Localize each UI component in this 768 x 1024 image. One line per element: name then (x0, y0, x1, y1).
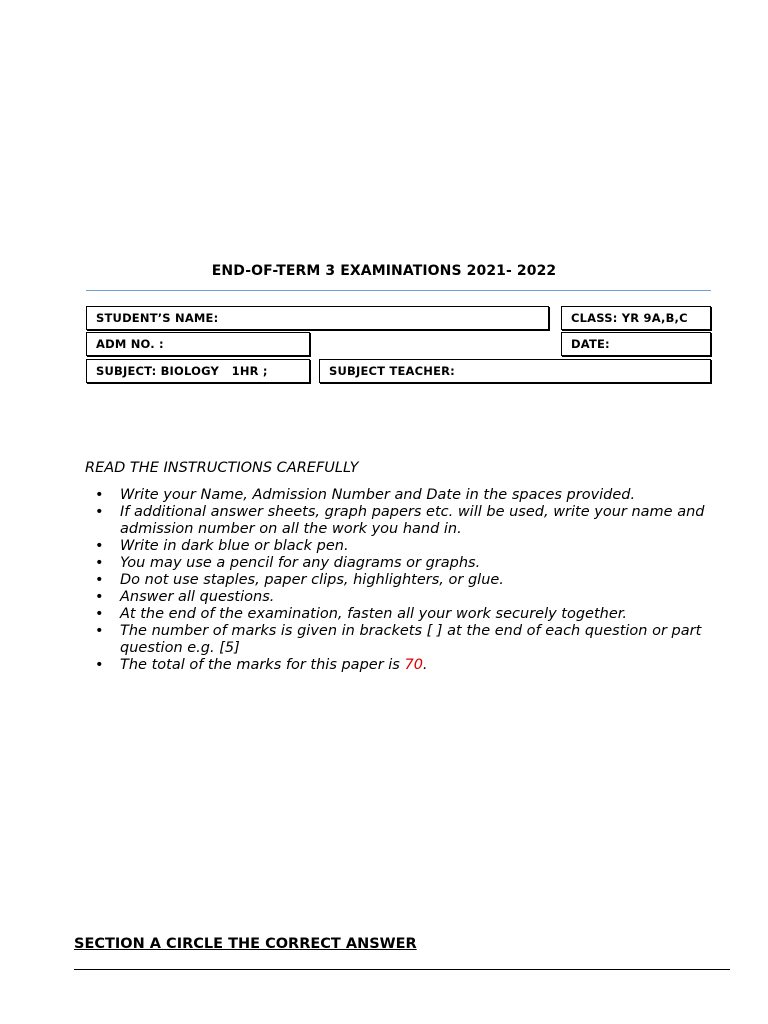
list-item: • Write in dark blue or black pen. (95, 538, 349, 554)
bullet-icon: • (95, 538, 104, 554)
instructions-heading: READ THE INSTRUCTIONS CAREFULLY (85, 460, 359, 476)
bullet-icon: • (95, 606, 104, 622)
subject-field[interactable]: SUBJECT: BIOLOGY 1HR ; (86, 359, 310, 383)
exam-title: END-OF-TERM 3 EXAMINATIONS 2021- 2022 (211, 263, 557, 279)
student-name-field[interactable]: STUDENT’S NAME: (86, 306, 549, 330)
bullet-icon: • (95, 555, 104, 571)
list-item: • The number of marks is given in brackets [ ] at the end of each question or part question e.g. [5] (95, 623, 702, 656)
section-divider (74, 969, 730, 970)
bullet-icon: • (95, 504, 104, 520)
list-item: • If additional answer sheets, graph papers etc. will be used, write your name and admission number on all the work you hand in. (95, 504, 705, 537)
list-item: • At the end of the examination, fasten all your work securely together. (95, 606, 628, 622)
title-divider (86, 290, 711, 291)
list-item-total-marks (93, 657, 713, 674)
list-item: • Answer all questions. (95, 589, 275, 605)
bullet-icon: • (95, 623, 104, 639)
adm-no-field[interactable]: ADM NO. : (86, 332, 310, 356)
list-item: • You may use a pencil for any diagrams or graphs. (95, 555, 481, 571)
section-a-heading: SECTION A CIRCLE THE CORRECT ANSWER (74, 936, 417, 952)
bullet-icon: • (95, 589, 104, 605)
total-marks-suffix: . (422, 657, 428, 673)
subject-teacher-field[interactable]: SUBJECT TEACHER: (319, 359, 711, 383)
date-field[interactable]: DATE: (561, 332, 711, 356)
instructions-list (93, 487, 713, 674)
total-marks-prefix: The total of the marks for this paper is (120, 657, 405, 673)
list-item: • Write your Name, Admission Number and Date in the spaces provided. (95, 487, 636, 503)
list-item: • Do not use staples, paper clips, highlighters, or glue. (95, 572, 504, 588)
total-marks-value: 70 (404, 657, 423, 673)
bullet-icon: • (95, 487, 104, 503)
class-field[interactable]: CLASS: YR 9A,B,C (561, 306, 711, 330)
bullet-icon: • (95, 572, 104, 588)
bullet-icon: • (95, 657, 104, 673)
